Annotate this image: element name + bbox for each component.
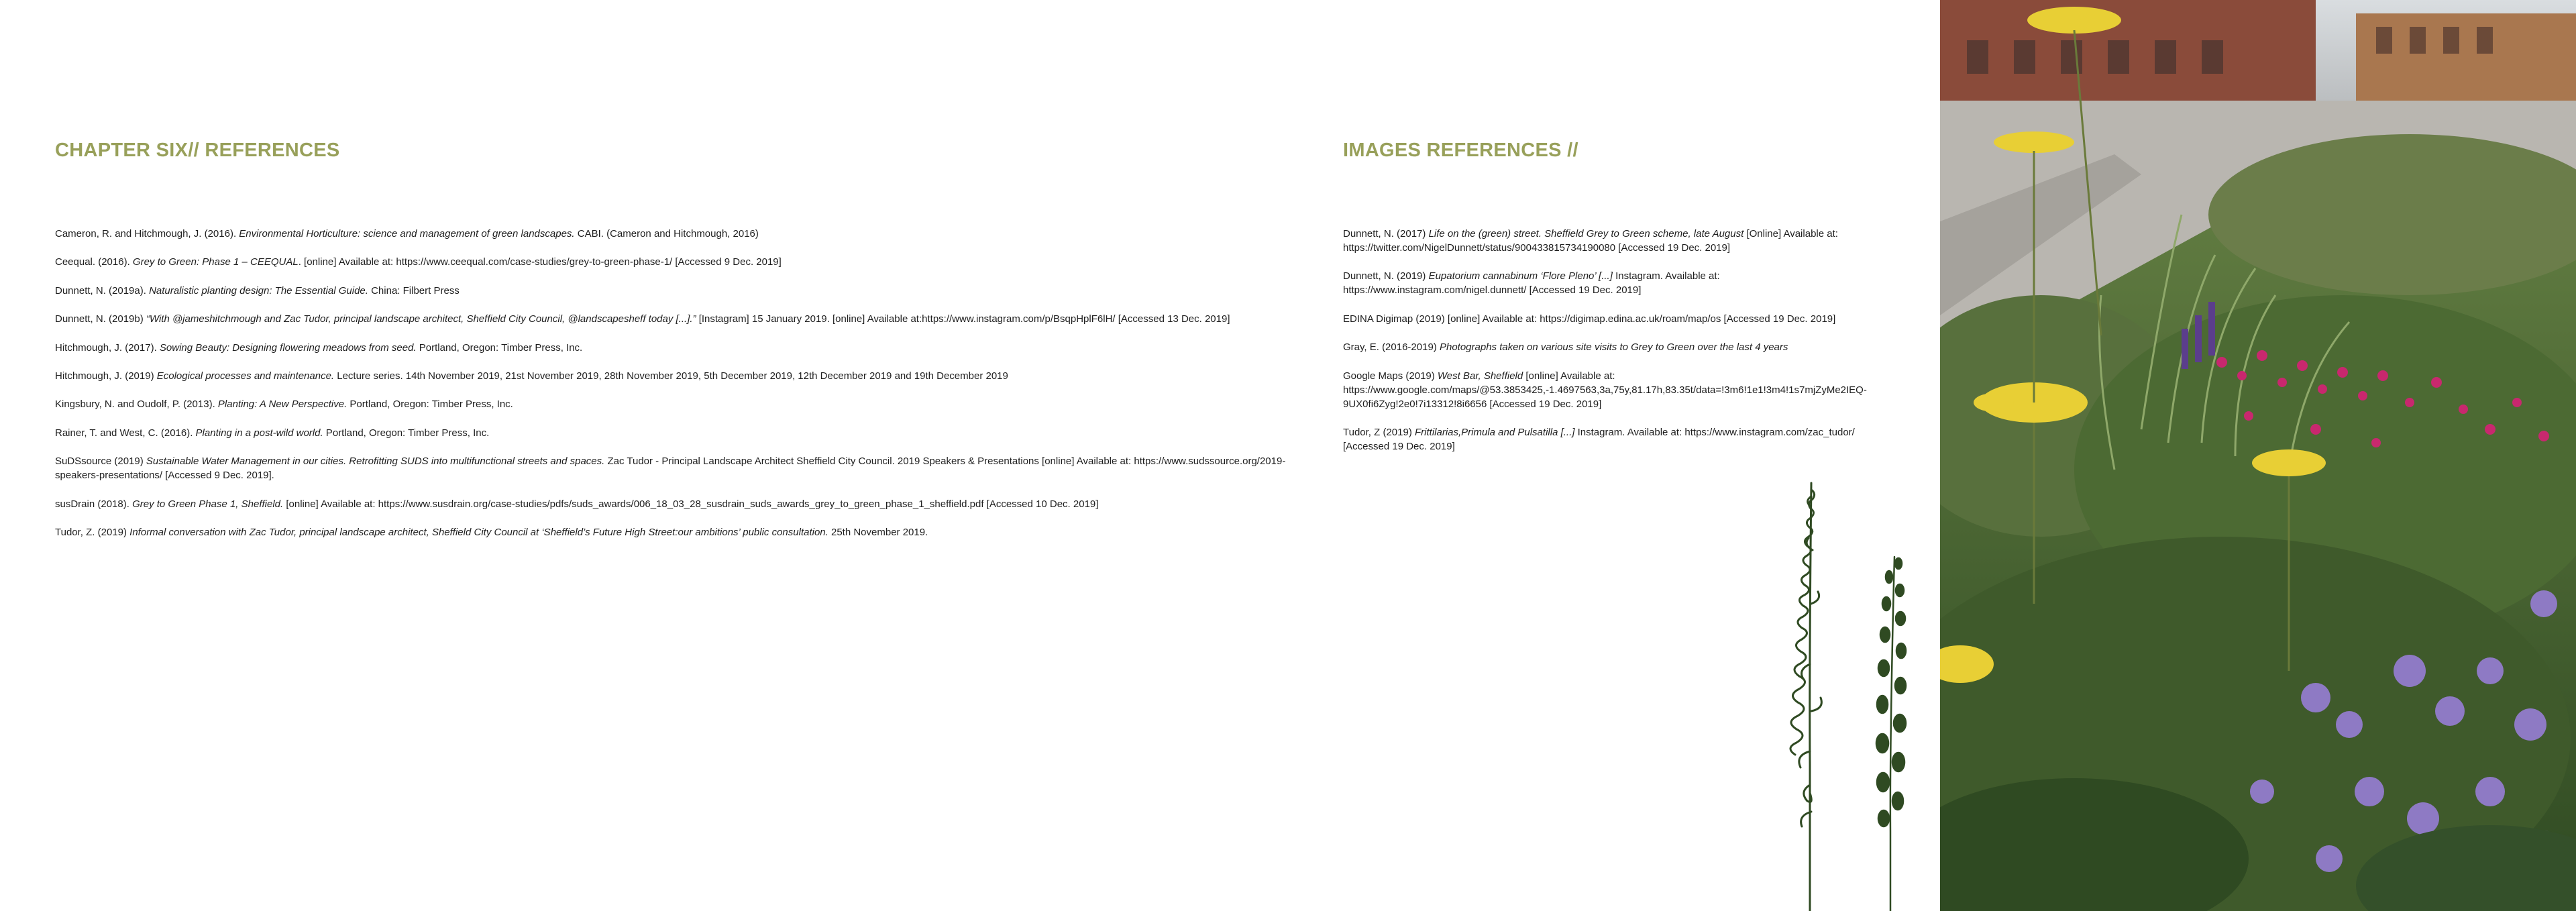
reference-author: Gray, E. (2016-2019) (1343, 341, 1440, 354)
reference-title: Ecological processes and maintenance. (156, 370, 335, 382)
reference-item (55, 369, 1289, 383)
reference-item (55, 454, 1289, 482)
garden-photo (1940, 0, 2576, 911)
reference-item (55, 341, 1289, 355)
reference-details: Portland, Oregon: Timber Press, Inc. (323, 427, 490, 439)
reference-title: “With @jameshitchmough and Zac Tudor, principal landscape architect, Sheffield City Council, @landscapesheff today [...].” (146, 313, 696, 325)
reference-item (1343, 269, 1896, 297)
reference-author: Dunnett, N. (2019b) (55, 313, 146, 325)
reference-author: Cameron, R. and Hitchmough, J. (2016). (55, 228, 239, 239)
right-stem (1890, 557, 1894, 911)
reference-item (55, 426, 1289, 440)
reference-title: Sowing Beauty: Designing flowering meadows from seed. (159, 341, 417, 354)
reference-details: 25th November 2019. (828, 526, 928, 538)
reference-details: Zac Tudor - Principal Landscape Architect Sheffield City Council. 2019 Speakers & Presentations [online] Available at: https://www.sudssource.org/2019-speakers-presentations/ [Accessed 9 Dec. 2019]. (55, 455, 1286, 482)
plant-stem-illustration (1771, 470, 1925, 911)
reference-item (1343, 425, 1896, 453)
reference-title: Eupatorium cannabinum ‘Flore Pleno’ [...] (1428, 270, 1613, 282)
reference-item (1343, 369, 1896, 411)
reference-item (55, 227, 1289, 241)
images-references-heading: IMAGES REFERENCES // (1343, 140, 1578, 161)
reference-author: SuDSsource (2019) (55, 455, 146, 468)
reference-author: Tudor, Z. (2019) (55, 526, 130, 538)
reference-author: Hitchmough, J. (2017). (55, 341, 160, 354)
reference-item (55, 312, 1289, 326)
reference-title: Grey to Green: Phase 1 – CEEQUAL (132, 256, 299, 268)
reference-item (1343, 312, 1896, 326)
reference-title: Planting: A New Perspective. (217, 398, 347, 411)
reference-author: Dunnett, N. (2017) (1343, 228, 1429, 239)
reference-title: Planting in a post-wild world. (195, 427, 323, 439)
reference-details: [Online] Available at: https://twitter.com/NigelDunnett/status/900433815734190080 [Accessed 19 Dec. 2019] (1343, 228, 1838, 254)
reference-author: susDrain (2018). (55, 498, 133, 510)
reference-item (1343, 340, 1896, 354)
reference-author: EDINA Digimap (2019) [online] Available at: https://digimap.edina.ac.uk/roam/map/os [Accessed 19 Dec. 2019] (1343, 313, 1836, 325)
reference-item (55, 255, 1289, 269)
reference-author: Tudor, Z (2019) (1343, 426, 1415, 438)
reference-item (55, 284, 1289, 298)
reference-details: Lecture series. 14th November 2019, 21st November 2019, 28th November 2019, 5th December 2019, 12th December 2019 and 19th December 2019 (334, 370, 1008, 382)
reference-title: Photographs taken on various site visits to Grey to Green over the last 4 years (1439, 341, 1788, 354)
reference-item (55, 397, 1289, 411)
reference-details: Instagram. Available at: https://www.instagram.com/zac_tudor/ [Accessed 19 Dec. 2019] (1343, 426, 1855, 452)
reference-details: [Instagram] 15 January 2019. [online] Available at:https://www.instagram.com/p/BsqpHplF6lH/ [Accessed 13 Dec. 2019] (696, 313, 1230, 325)
reference-title: Sustainable Water Management in our cities. Retrofitting SUDS into multifunctional streets and spaces. (146, 455, 605, 468)
reference-item (55, 525, 1289, 539)
reference-item (55, 497, 1289, 511)
reference-details: Instagram. Available at: https://www.instagram.com/nigel.dunnett/ [Accessed 19 Dec. 2019] (1343, 270, 1720, 297)
reference-author: Hitchmough, J. (2019) (55, 370, 157, 382)
images-references-list (1343, 227, 1896, 468)
reference-details: [online] Available at: https://www.susdrain.org/case-studies/pdfs/suds_awards/006_18_03_28_susdrain_suds_awards_grey_to_green_phase_1_sheffield.pdf [Accessed 10 Dec. 2019] (283, 498, 1099, 510)
reference-details: Portland, Oregon: Timber Press, Inc. (416, 341, 583, 354)
reference-title: Life on the (green) street. Sheffield Grey to Green scheme, late August (1428, 228, 1744, 239)
reference-details: CABI. (Cameron and Hitchmough, 2016) (574, 228, 759, 239)
reference-author: Rainer, T. and West, C. (2016). (55, 427, 196, 439)
reference-details: China: Filbert Press (368, 284, 460, 297)
chapter-references-list (55, 227, 1289, 553)
chapter-references-heading: CHAPTER SIX// REFERENCES (55, 140, 340, 161)
reference-author: Dunnett, N. (2019a). (55, 284, 150, 297)
reference-details: Portland, Oregon: Timber Press, Inc. (347, 398, 513, 411)
reference-title: Informal conversation with Zac Tudor, principal landscape architect, Sheffield City Council at ‘Sheffield’s Future High Street:our ambitions’ public consultation. (129, 526, 828, 538)
reference-title: Grey to Green Phase 1, Sheffield. (132, 498, 284, 510)
reference-title: Environmental Horticulture: science and management of green landscapes. (239, 228, 575, 239)
reference-author: Kingsbury, N. and Oudolf, P. (2013). (55, 398, 218, 411)
reference-details: . [online] Available at: https://www.ceequal.com/case-studies/grey-to-green-phase-1/ [Accessed 9 Dec. 2019] (298, 256, 782, 268)
reference-author: Dunnett, N. (2019) (1343, 270, 1429, 282)
reference-details: [online] Available at: https://www.google.com/maps/@53.3853425,-1.4697563,3a,75y,81.17h,83.35t/data=!3m6!1e1!3m4!1s7mjZyMe2IEQ-9UX0fi6Zyg!2e0!7i13312!8i6656 [Accessed 19 Dec. 2019] (1343, 370, 1867, 410)
reference-author: Google Maps (2019) (1343, 370, 1438, 382)
reference-item (1343, 227, 1896, 255)
reference-title: Naturalistic planting design: The Essential Guide. (149, 284, 368, 297)
reference-title: Frittilarias,Primula and Pulsatilla [...] (1415, 426, 1575, 438)
reference-title: West Bar, Sheffield (1437, 370, 1523, 382)
reference-author: Ceequal. (2016). (55, 256, 133, 268)
